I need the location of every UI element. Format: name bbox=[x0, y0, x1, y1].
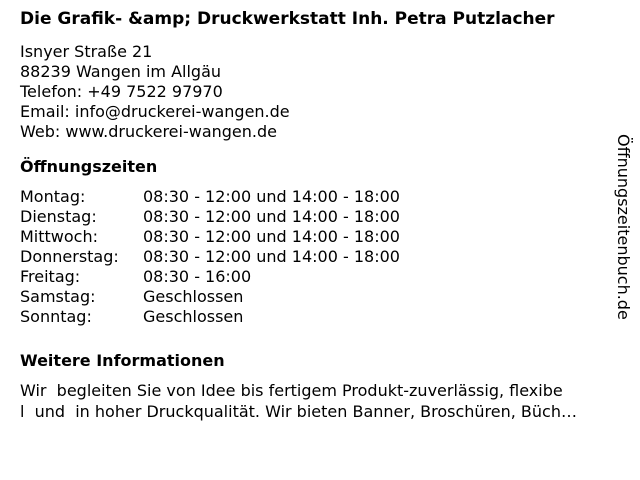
contact-block bbox=[20, 42, 620, 142]
more-info-heading: Weitere Informationen bbox=[20, 351, 225, 370]
hours-heading: Öffnungszeiten bbox=[20, 157, 158, 176]
hours-row-tuesday bbox=[20, 207, 620, 227]
hours-day: Donnerstag: bbox=[20, 247, 119, 266]
site-watermark-label: Öffnungszeitenbuch.de bbox=[614, 134, 633, 320]
hours-time: Geschlossen bbox=[143, 287, 244, 306]
hours-time: 08:30 - 12:00 und 14:00 - 18:00 bbox=[143, 187, 400, 206]
hours-day: Samstag: bbox=[20, 287, 96, 306]
email-address: Email: info@druckerei-wangen.de bbox=[20, 102, 290, 121]
more-info-text bbox=[20, 380, 624, 422]
hours-row-sunday bbox=[20, 307, 620, 327]
hours-row-monday bbox=[20, 187, 620, 207]
website-address: Web: www.druckerei-wangen.de bbox=[20, 122, 277, 141]
more-info-line: l und in hoher Druckqualität. Wir bieten Banner, Broschüren, Büch… bbox=[20, 402, 577, 421]
hours-row-friday bbox=[20, 267, 620, 287]
hours-time: Geschlossen bbox=[143, 307, 244, 326]
hours-day: Sonntag: bbox=[20, 307, 92, 326]
phone-number: Telefon: +49 7522 97970 bbox=[20, 82, 223, 101]
street-address: Isnyer Straße 21 bbox=[20, 42, 153, 61]
hours-time: 08:30 - 16:00 bbox=[143, 267, 252, 286]
hours-time: 08:30 - 12:00 und 14:00 - 18:00 bbox=[143, 227, 400, 246]
opening-hours-table bbox=[20, 187, 620, 327]
hours-day: Montag: bbox=[20, 187, 86, 206]
hours-day: Freitag: bbox=[20, 267, 81, 286]
hours-row-saturday bbox=[20, 287, 620, 307]
business-card bbox=[20, 8, 620, 422]
hours-time: 08:30 - 12:00 und 14:00 - 18:00 bbox=[143, 207, 400, 226]
hours-day: Dienstag: bbox=[20, 207, 97, 226]
more-info-line: Wir begleiten Sie von Idee bis fertigem Produkt-zuverlässig, flexibe bbox=[20, 381, 563, 400]
hours-day: Mittwoch: bbox=[20, 227, 98, 246]
city-address: 88239 Wangen im Allgäu bbox=[20, 62, 222, 81]
hours-time: 08:30 - 12:00 und 14:00 - 18:00 bbox=[143, 247, 400, 266]
hours-row-thursday bbox=[20, 247, 620, 267]
business-name: Die Grafik- &amp; Druckwerkstatt Inh. Petra Putzlacher bbox=[20, 9, 555, 29]
hours-row-wednesday bbox=[20, 227, 620, 247]
